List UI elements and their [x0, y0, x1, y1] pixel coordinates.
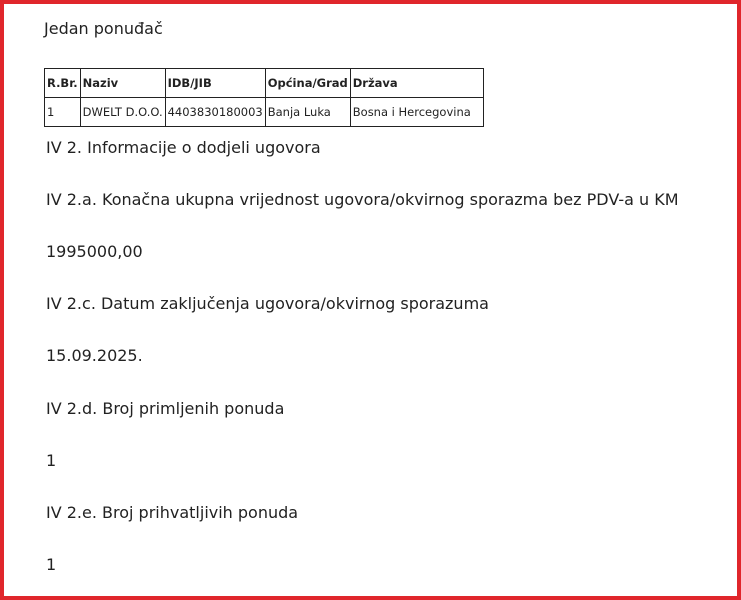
single-bidder-heading: Jedan ponuđač: [44, 19, 163, 38]
cell-country: Bosna i Hercegovina: [350, 98, 483, 127]
contract-date-label: IV 2.c. Datum zaključenja ugovora/okvirnog sporazuma: [46, 294, 489, 313]
bidders-table: [44, 68, 484, 127]
acceptable-offers-label: IV 2.e. Broj prihvatljivih ponuda: [46, 503, 299, 522]
column-header-number: R.Br.: [45, 69, 81, 98]
cell-municipality: Banja Luka: [265, 98, 350, 127]
contract-date: 15.09.2025.: [46, 346, 143, 365]
column-header-municipality: Općina/Grad: [265, 69, 350, 98]
table-header-row: [45, 69, 484, 98]
cell-name: DWELT D.O.O.: [80, 98, 165, 127]
received-offers-count: 1: [46, 451, 57, 470]
cell-id: 4403830180003: [165, 98, 265, 127]
table-row: [45, 98, 484, 127]
column-header-name: Naziv: [80, 69, 165, 98]
column-header-id: IDB/JIB: [165, 69, 265, 98]
contract-award-info-title: IV 2. Informacije o dodjeli ugovora: [46, 138, 321, 157]
received-offers-label: IV 2.d. Broj primljenih ponuda: [46, 399, 285, 418]
contract-value-label: IV 2.a. Konačna ukupna vrijednost ugovora/okvirnog sporazma bez PDV-a u KM: [46, 190, 679, 209]
acceptable-offers-count: 1: [46, 555, 57, 574]
column-header-country: Država: [350, 69, 483, 98]
contract-value: 1995000,00: [46, 242, 143, 261]
cell-number: 1: [45, 98, 81, 127]
